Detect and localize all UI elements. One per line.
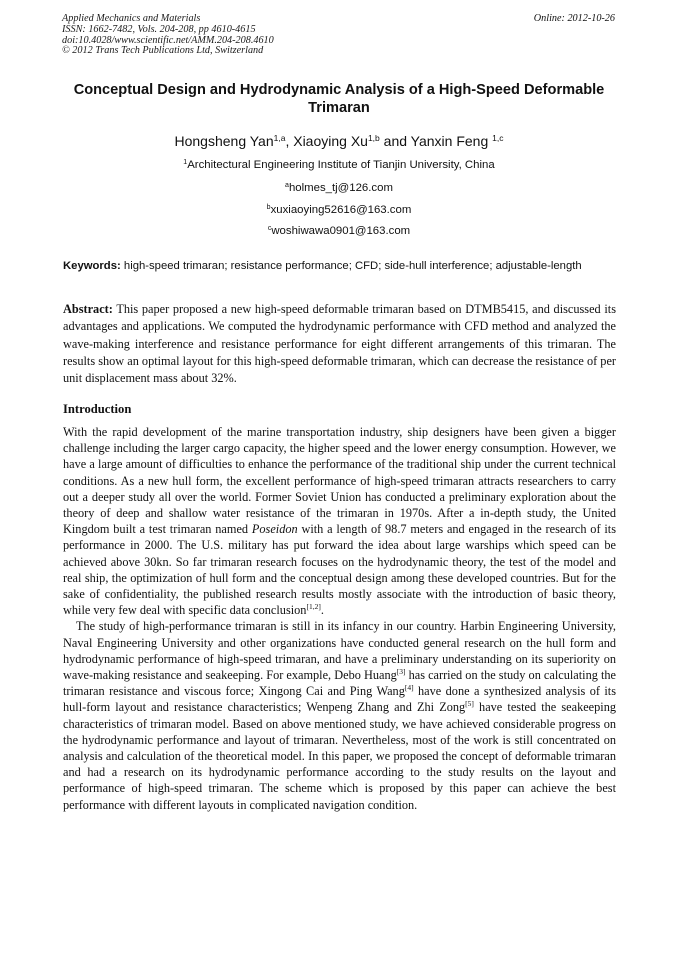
paragraph (63, 618, 616, 812)
citation: [3] (396, 667, 406, 677)
email-mark: a (285, 182, 289, 189)
paragraph-text: The study of high-performance trimaran is still in its infancy in our country. Harbin Engineering University, Naval Engineering University and other organizations have conducted general research on the hull form and hydrodynamic performance of high-speed trimaran, and have a preliminary understanding on its superiority on wave-making resistance and seakeeping. For example, Debo Huang (63, 619, 616, 683)
paragraph-text: have tested the seakeeping characteristics of trimaran model. Based on above mentioned study, we have achieved considerable progress on the hydrodynamic performance and layout of trimaran. Nevertheless, most of the work is still concentrated on analysis and calculation of the theoretical model. In this paper, we proposed the concept of deformable trimaran and had a research on its hydrodynamic performance according to the study results on the layout and performance of high-speed trimaran. The scheme which is proposed by this paper can achieve the best performance with different layouts in complicated navigation condition. (63, 700, 617, 812)
paragraph-text: has carried on the study on calculating the trimaran resistance and viscous force; Xingong Cai and Ping Wang (63, 668, 616, 699)
email-address: xuxiaoying52616@163.com (270, 204, 412, 216)
author-separator: , (285, 133, 294, 149)
email-line (62, 179, 616, 195)
online-date: Online: 2012-10-26 (533, 13, 615, 24)
citation: [1,2] (306, 602, 321, 612)
citation: [4] (404, 683, 414, 693)
keywords-label: Keywords: (63, 260, 121, 272)
abstract (63, 301, 616, 387)
paragraph-text: with a length of 98.7 meters and engaged in the research of its performance in 2000. The U.S. military has put forward the idea about large warships which speed can be achieved above 30kn. So far trimaran research focuses on the hydrodynamic theory, the test of the model and real ship, the optimization of hull form and the conceptual design among these developed countries. But for the sake of confidentiality, the published research results mostly associate with the introduction of basic theory, while very few deal with specific data conclusion (63, 522, 616, 618)
author-name: Xiaoying Xu (293, 133, 368, 149)
paragraph-text: With the rapid development of the marine transportation industry, ship designers have been given a bigger challenge including the larger cargo capacity, the higher speed and the lower energy consumption. However, we have a large amount of difficulties to enhance the performance of the traditional ship under the current technical conditions. As a new hull form, the excellent performance of high-speed trimaran attracts researchers to carry out a deeper study all over the world. Former Soviet Union has conducted a preliminary exploration about the theory of deep and shallow water resistance of the trimaran in 1970s. After a in-depth study, the United Kingdom built a test trimaran named (63, 425, 616, 537)
paper-title: Conceptual Design and Hydrodynamic Analysis of a High-Speed Deformable Trimaran (73, 82, 605, 116)
paragraph (63, 424, 616, 618)
author-list (62, 129, 616, 150)
introduction-body (63, 424, 616, 813)
citation: [5] (465, 699, 474, 709)
ship-name: Poseidon (251, 522, 298, 537)
author-name: Hongsheng Yan (174, 133, 274, 149)
paragraph-text: . (320, 603, 324, 618)
copyright-line: © 2012 Trans Tech Publications Ltd, Switzerland (62, 45, 264, 57)
issn-line: ISSN: 1662-7482, Vols. 204-208, pp 4610-4615 (62, 23, 256, 35)
email-address: woshiwawa0901@163.com (271, 225, 411, 237)
affiliation-mark: 1 (183, 159, 188, 166)
journal-name: Applied Mechanics and Materials (62, 13, 201, 24)
author-affiliation-mark: 1,b (367, 133, 380, 143)
author-affiliation-mark: 1,a (273, 133, 286, 143)
email-mark: b (266, 204, 271, 211)
affiliation-text: Architectural Engineering Institute of Tianjin University, China (187, 159, 495, 171)
abstract-label: Abstract: (63, 302, 113, 316)
paragraph-text: have done a synthesized analysis of its hull-form layout and resistance characteristics; Wenpeng Zhang and Zhi Zong (63, 684, 616, 715)
author-name: Yanxin Feng (410, 133, 493, 149)
email-address: holmes_tj@126.com (288, 182, 393, 194)
email-line (62, 201, 616, 217)
email-mark: c (267, 225, 272, 232)
author-separator: and (379, 133, 411, 149)
doi-line: doi:10.4028/www.scientific.net/AMM.204-208.4610 (62, 34, 274, 46)
email-line (62, 222, 616, 238)
abstract-text: This paper proposed a new high-speed deformable trimaran based on DTMB5415, and discussed its advantages and applications. We computed the hydrodynamic performance with CFD method and analyzed the wave-making interference and resistance performance for eight different arrangements of this trimaran. The results show an optimal layout for this high-speed deformable trimaran, which can decrease the resistance of per unit displacement mass about 32%. (63, 302, 616, 386)
author-affiliation-mark: 1,c (492, 133, 504, 143)
affiliation (62, 156, 616, 172)
section-heading-introduction: Introduction (63, 402, 132, 416)
journal-header (62, 14, 274, 57)
keywords (63, 259, 616, 273)
keywords-text: high-speed trimaran; resistance performance; CFD; side-hull interference; adjustable-length (123, 260, 582, 272)
